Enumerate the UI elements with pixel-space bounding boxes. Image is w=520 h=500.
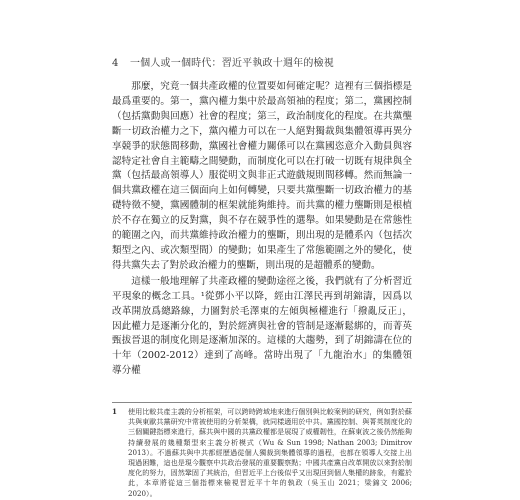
paragraph-1: 那麼，究竟一個共產政權的位置要如何確定呢？這裡有三個指標是最爲重要的。第一，黨內權力集中於最高領袖的程度；第二，黨國控制（包括黨動與回應）社會的程度；第三，政治制度化的程度。在共黨壟斷一切政治權力之下，黨內權力可以在一人絕對獨裁與集體領導再異分享競爭的狀態間移動，黨國社會權力關係可以在黨國恣意介入動員與容認特定社會自主範疇之間變動，而制度化可以在打破一切既有規律與全黨（包括最高領導人）服從明文與非正式遊戲規則間移轉。然而無論一個共黨政權在這三個面向上如何轉變，只要共黨壟斷一切政治權力的基礎特徵不變，黨國體制的框架就能夠維持。而共黨的權力壟斷則是根植於不存在獨立的反對黨，與不存在競爭性的選舉。如果變動是在常態性的範圍之內，而共黨維持政治權力的壟斷，則出現的是體系內（包括次類型之內、或次類型間）的變動；如果產生了常態範圍之外的變化，使得共黨失去了對於政治權力的壟斷，則出現的是超體系的變動。 xyxy=(112,81,412,271)
paragraph-2: 這樣一般地理解了共產政權的變動途徑之後，我們就有了分析習近平現象的概念工具。¹從鄧小平以降，經由江澤民再到胡錦濤，因爲以改革開放爲總路線，力圖對於毛澤東的左傾與極權進行「撥亂反正」，因此權力是逐漸分化的，對於經濟與社會的管制是逐漸鬆綁的，而菁英甄拔晉退的制度化則是逐漸加深的。這樣的大趨勢，到了胡錦濤在位的十年（2002-2012）達到了高峰。當時出現了「九龍治水」的集體領導分權 xyxy=(112,275,412,377)
running-title: 一個人或一個時代：習近平執政十週年的檢視 xyxy=(129,58,334,69)
footnote-mark: 1 xyxy=(112,407,117,416)
footnote-text: 使用比較共產主義的分析框架，可以跨時跨域地來進行個別與比較案例的研究，例如對於蘇共與東歐共黨研究中常被使用的分析架構，就同樣適用於中共。黨國控制、與菁英制度化的三個關鍵指標來進行，蘇共與中國的共黨政權都是展現了威權韌性，在蘇東波之後仍然能夠持續發展的幾種類型來主義分析模式（Wu & Sun 1998; Nathan 2003; Dimitrov 2013）。不過蘇共與中共都經歷過從個人獨裁到集體領導的過程，也都在領導人交接上出現過困難，這也是現今觀察中共政治發展的重要觀察點；中國共產黨自改革開放以來對於制度化的努力，固然鞏固了其統治，但習近平上台後似乎又出現回到個人集權的跡象，有鑑於此，本章將從這三個指標來檢視習近平十年的執政（吳玉山 2021；梁錦文 2006; 2020）。 xyxy=(128,407,412,498)
running-head xyxy=(112,54,334,69)
footnote-divider xyxy=(112,402,412,403)
body-text xyxy=(112,80,412,380)
page-number: 4 xyxy=(112,58,119,69)
footnote xyxy=(112,407,412,499)
